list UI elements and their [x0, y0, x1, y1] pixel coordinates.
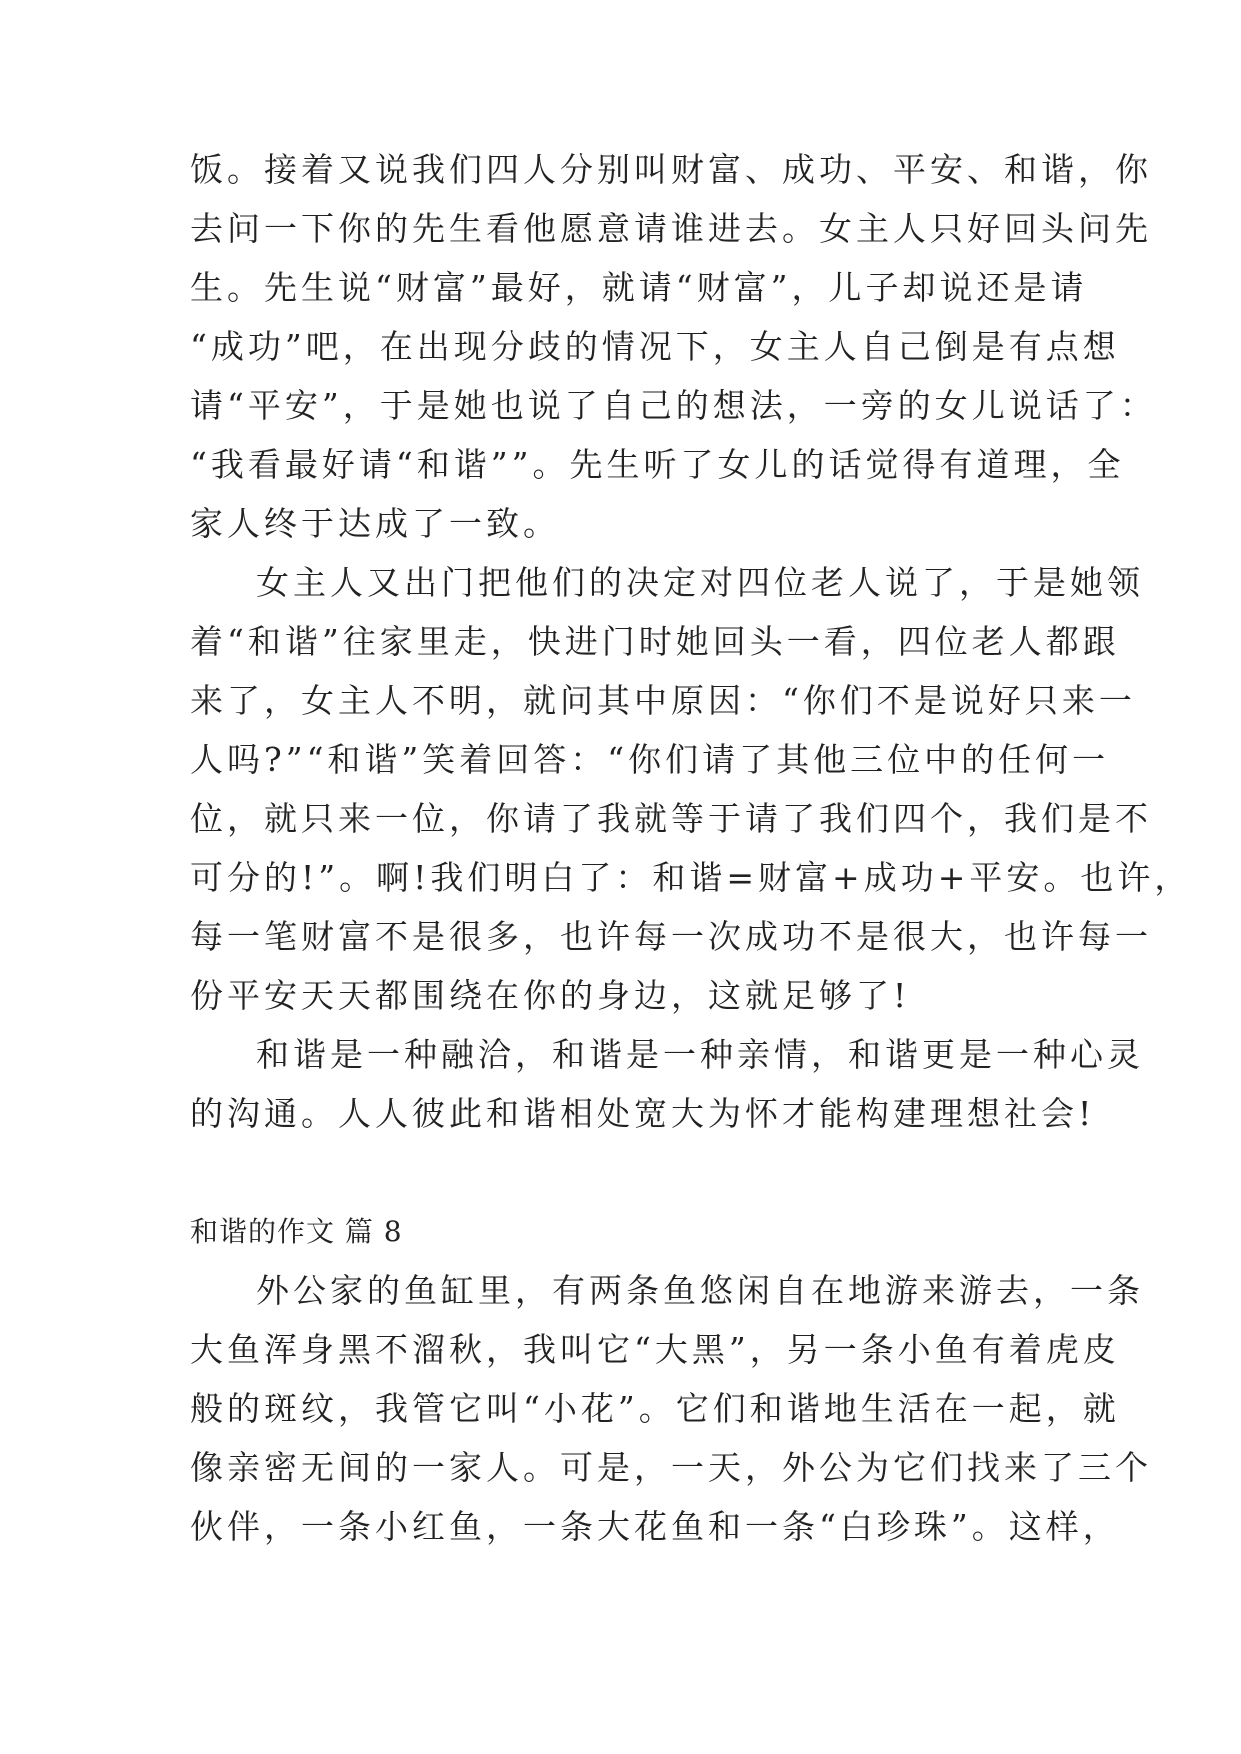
text-line: 每一笔财富不是很多，也许每一次成功不是很大，也许每一: [190, 917, 1152, 956]
text-line: 大鱼浑身黑不溜秋，我叫它“大黑”，另一条小鱼有着虎皮: [190, 1330, 1120, 1369]
text-line: 家人终于达成了一致。: [190, 504, 560, 543]
text-line: 去问一下你的先生看他愿意请谁进去。女主人只好回头问先: [190, 209, 1152, 248]
text-line: 的沟通。人人彼此和谐相处宽大为怀才能构建理想社会!: [190, 1094, 1096, 1133]
text-line: 请“平安”，于是她也说了自己的想法，一旁的女儿说话了：: [190, 386, 1157, 425]
text-line: 份平安天天都围绕在你的身边，这就足够了!: [190, 976, 911, 1015]
text-line: 伙伴，一条小红鱼，一条大花鱼和一条“白珍珠”。这样，: [190, 1507, 1120, 1546]
paragraph-first-line: 外公家的鱼缸里，有两条鱼悠闲自在地游来游去，一条: [256, 1271, 1144, 1310]
text-line: 生。先生说“财富”最好，就请“财富”，儿子却说还是请: [190, 268, 1088, 307]
text-line: 来了，女主人不明，就问其中原因：“你们不是说好只来一: [190, 681, 1136, 720]
section-heading: 和谐的作文 篇 8: [190, 1215, 403, 1248]
text-line: 像亲密无间的一家人。可是，一天，外公为它们找来了三个: [190, 1448, 1152, 1487]
text-line: 般的斑纹，我管它叫“小花”。它们和谐地生活在一起，就: [190, 1389, 1120, 1428]
text-line: 人吗?”“和谐”笑着回答：“你们请了其他三位中的任何一: [190, 740, 1110, 779]
paragraph-first-line: 和谐是一种融洽，和谐是一种亲情，和谐更是一种心灵: [256, 1035, 1144, 1074]
text-line: “我看最好请“和谐””。先生听了女儿的话觉得有道理，全: [190, 445, 1125, 484]
text-line: 着“和谐”往家里走，快进门时她回头一看，四位老人都跟: [190, 622, 1120, 661]
text-line: “成功”吧，在出现分歧的情况下，女主人自己倒是有点想: [190, 327, 1120, 366]
text-line: 可分的!”。啊!我们明白了：和谐=财富+成功+平安。也许，: [190, 858, 1192, 897]
text-line: 位，就只来一位，你请了我就等于请了我们四个，我们是不: [190, 799, 1152, 838]
text-line: 饭。接着又说我们四人分别叫财富、成功、平安、和谐，你: [190, 150, 1152, 189]
paragraph-first-line: 女主人又出门把他们的决定对四位老人说了，于是她领: [256, 563, 1144, 602]
